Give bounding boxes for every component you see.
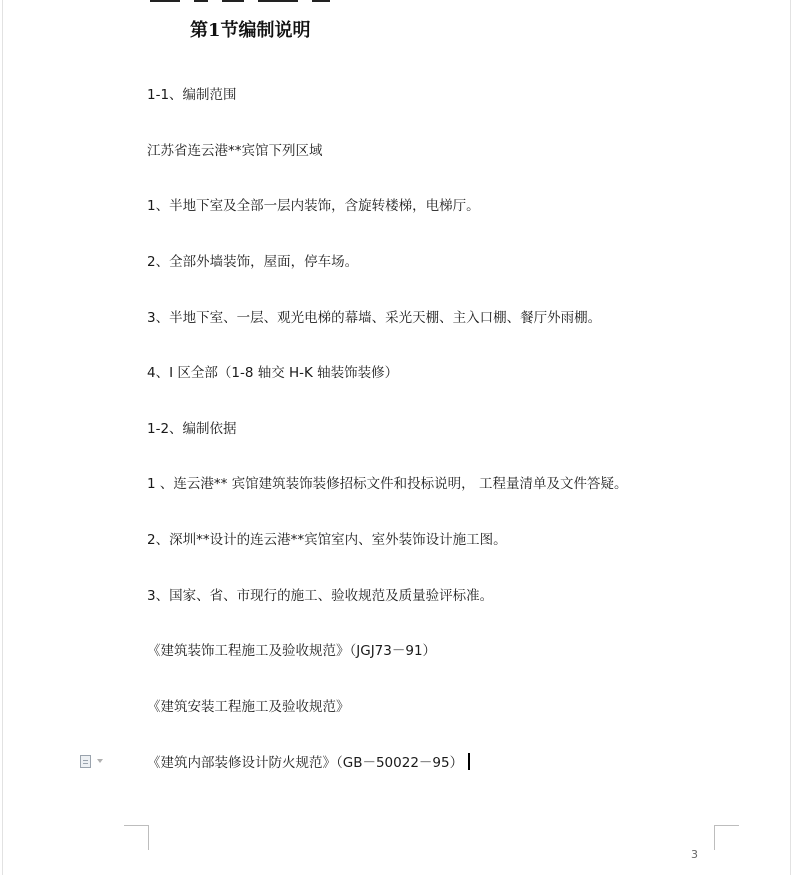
chevron-down-icon — [97, 759, 103, 763]
standard-item-2: 《建筑安装工程施工及验收规范》 — [147, 699, 350, 715]
list-item-3: 3、半地下室、一层、观光电梯的幕墙、采光天棚、主入口棚、餐厅外雨棚。 — [147, 310, 602, 326]
page-right-edge — [790, 0, 791, 875]
page-left-edge — [2, 0, 3, 875]
basis-item-3: 3、国家、省、市现行的施工、验收规范及质量验评标准。 — [147, 588, 494, 604]
heading-scope: 1-1、编制范围 — [147, 87, 237, 103]
paragraph-region: 江苏省连云港**宾馆下列区域 — [147, 143, 323, 159]
list-item-1: 1、半地下室及全部一层内装饰，含旋转楼梯，电梯厅。 — [147, 198, 480, 214]
clipped-heading-above — [150, 0, 370, 2]
list-item-4: 4、I 区全部（1-8 轴交 H-K 轴装饰装修） — [147, 365, 399, 381]
page-number: 3 — [691, 848, 698, 861]
section-title: 第1节编制说明 — [190, 20, 311, 41]
margin-corner-bottom-right — [714, 825, 739, 850]
standard-item-1: 《建筑装饰工程施工及验收规范》（JGJ73－91） — [147, 643, 437, 659]
standard-item-3-line[interactable] — [147, 753, 470, 772]
basis-item-2: 2、深圳**设计的连云港**宾馆室内、室外装饰设计施工图。 — [147, 532, 507, 548]
basis-item-1: 1 、连云港** 宾馆建筑装饰装修招标文件和投标说明， 工程量清单及文件答疑。 — [147, 476, 628, 492]
paragraph-marker-button[interactable] — [80, 753, 110, 769]
heading-basis: 1-2、编制依据 — [147, 421, 237, 437]
list-item-2: 2、全部外墙装饰，屋面，停车场。 — [147, 254, 359, 270]
document-icon — [80, 755, 91, 768]
standard-item-3[interactable]: 《建筑内部装修设计防火规范》（GB－50022－95） — [147, 755, 464, 771]
margin-corner-bottom-left — [124, 825, 149, 850]
text-cursor — [468, 753, 470, 770]
